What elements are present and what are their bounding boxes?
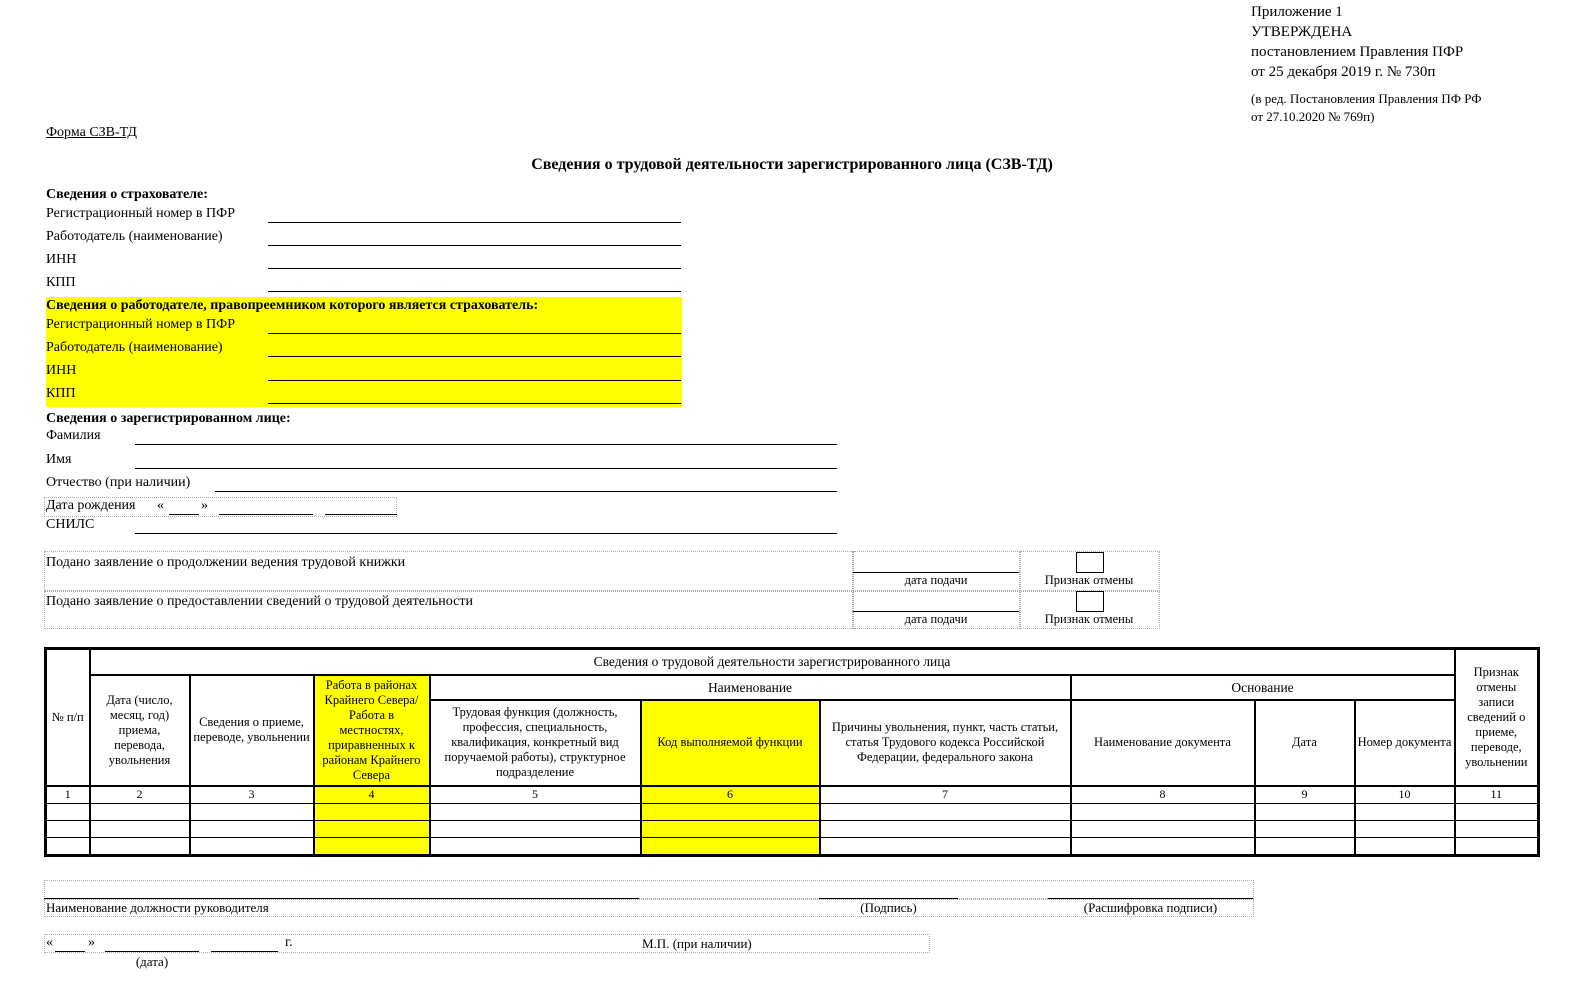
insurer-kpp-label: КПП xyxy=(46,275,76,290)
predecessor-inn-label: ИНН xyxy=(46,363,77,378)
labor-activity-table xyxy=(44,647,1540,857)
table-cell[interactable] xyxy=(820,803,1071,820)
col-doc-num-header: Номер документа xyxy=(1355,700,1455,786)
table-cell[interactable] xyxy=(1355,837,1455,855)
insurer-inn-field[interactable] xyxy=(268,268,681,269)
col-function-header: Трудовая функция (должность, профессия, специальность, квалификация, конкретный вид поручаемой работы), структурное подразделение xyxy=(430,700,641,786)
col-doc-name-header: Наименование документа xyxy=(1071,700,1255,786)
predecessor-reg-field[interactable] xyxy=(268,333,681,334)
table-cell[interactable] xyxy=(190,803,314,820)
table-cell[interactable] xyxy=(641,820,820,837)
insurer-reg-field[interactable] xyxy=(268,222,681,223)
year-suffix: г. xyxy=(285,935,293,950)
table-cell[interactable] xyxy=(90,837,190,855)
predecessor-inn-field[interactable] xyxy=(268,380,681,381)
col-number: 4 xyxy=(314,786,430,804)
name-field[interactable] xyxy=(135,468,837,469)
birth-quote-close: » xyxy=(201,498,208,513)
table-cell[interactable] xyxy=(820,820,1071,837)
predecessor-kpp-label: КПП xyxy=(46,386,76,401)
table-cell[interactable] xyxy=(314,803,430,820)
table-cell[interactable] xyxy=(1255,820,1355,837)
table-cell[interactable] xyxy=(1455,820,1539,837)
col-date-header: Дата (число, месяц, год) приема, перевода, увольнения xyxy=(90,675,190,786)
insurer-kpp-field[interactable] xyxy=(268,291,681,292)
col-number: 7 xyxy=(820,786,1071,804)
sign-month-field[interactable] xyxy=(105,951,199,952)
col-code-header: Код выполняемой функции xyxy=(641,700,820,786)
group-basis-header: Основание xyxy=(1071,675,1455,700)
table-cell[interactable] xyxy=(314,820,430,837)
applications-divider xyxy=(44,590,1160,592)
sign-year-field[interactable] xyxy=(211,951,278,952)
continue-cancel-checkbox[interactable] xyxy=(1076,552,1104,573)
patronymic-field[interactable] xyxy=(215,491,837,492)
table-cell[interactable] xyxy=(1455,837,1539,855)
predecessor-employer-label: Работодатель (наименование) xyxy=(46,340,223,355)
table-row xyxy=(46,820,1539,837)
table-cell[interactable] xyxy=(1355,803,1455,820)
birth-month-field[interactable] xyxy=(219,514,313,515)
surname-field[interactable] xyxy=(135,444,837,445)
page-title: Сведения о трудовой деятельности зарегистрированного лица (СЗВ-ТД) xyxy=(531,156,1053,173)
signature-label: (Подпись) xyxy=(860,900,917,915)
table-cell[interactable] xyxy=(46,820,90,837)
table-cell[interactable] xyxy=(46,837,90,855)
approval-block xyxy=(1251,2,1463,82)
amendment-line: (в ред. Постановления Правления ПФ РФ xyxy=(1251,91,1482,106)
col-number: 2 xyxy=(90,786,190,804)
table-cell[interactable] xyxy=(1071,820,1255,837)
table-cell[interactable] xyxy=(641,837,820,855)
provide-cancel-caption: Признак отмены xyxy=(1044,612,1134,626)
group-name-header: Наименование xyxy=(430,675,1071,700)
col-num-header: № п/п xyxy=(46,649,90,786)
insurer-employer-label: Работодатель (наименование) xyxy=(46,229,223,244)
signature-decode-label: (Расшифровка подписи) xyxy=(1083,900,1218,915)
table-cell[interactable] xyxy=(314,837,430,855)
table-cell[interactable] xyxy=(1355,820,1455,837)
predecessor-reg-label: Регистрационный номер в ПФР xyxy=(46,317,235,332)
table-cell[interactable] xyxy=(190,820,314,837)
table-cell[interactable] xyxy=(1255,837,1355,855)
predecessor-heading: Сведения о работодателе, правопреемником которого является страхователь: xyxy=(46,298,539,313)
signature-field[interactable] xyxy=(819,898,958,899)
insurer-inn-label: ИНН xyxy=(46,252,77,267)
table-cell[interactable] xyxy=(641,803,820,820)
birth-date-label: Дата рождения xyxy=(46,498,136,513)
insurer-reg-label: Регистрационный номер в ПФР xyxy=(46,206,235,221)
approval-line: от 25 декабря 2019 г. № 730п xyxy=(1251,64,1436,80)
table-cell[interactable] xyxy=(1255,803,1355,820)
provide-cancel-checkbox[interactable] xyxy=(1076,591,1104,612)
col-number: 6 xyxy=(641,786,820,804)
birth-day-field[interactable] xyxy=(169,514,199,515)
predecessor-kpp-field[interactable] xyxy=(268,403,681,404)
table-cell[interactable] xyxy=(90,820,190,837)
surname-label: Фамилия xyxy=(46,428,101,443)
provide-date-caption: дата подачи xyxy=(904,612,968,626)
col-number: 1 xyxy=(46,786,90,804)
name-label: Имя xyxy=(46,452,72,467)
continue-cancel-caption: Признак отмены xyxy=(1044,573,1134,587)
col-north-header: Работа в районах Крайнего Севера/Работа в местностях, приравненных к районам Крайнего Севера xyxy=(314,675,430,786)
table-cell[interactable] xyxy=(1071,803,1255,820)
table-cell[interactable] xyxy=(430,803,641,820)
form-code: Форма СЗВ-ТД xyxy=(46,125,137,140)
table-cell[interactable] xyxy=(430,820,641,837)
col-number: 3 xyxy=(190,786,314,804)
col-doc-date-header: Дата xyxy=(1255,700,1355,786)
table-cell[interactable] xyxy=(1071,837,1255,855)
table-cell[interactable] xyxy=(430,837,641,855)
col-reasons-header: Причины увольнения, пункт, часть статьи, статья Трудового кодекса Российской Федерации, федерального закона xyxy=(820,700,1071,786)
birth-quote-open: « xyxy=(157,498,164,513)
table-row xyxy=(46,803,1539,820)
col-number: 10 xyxy=(1355,786,1455,804)
stamp-label: М.П. (при наличии) xyxy=(642,936,752,951)
snils-label: СНИЛС xyxy=(46,517,95,532)
date-quote-open: « xyxy=(46,935,53,950)
col-number: 5 xyxy=(430,786,641,804)
table-cell[interactable] xyxy=(46,803,90,820)
signature-decode-field[interactable] xyxy=(1048,898,1253,899)
group-title-header: Сведения о трудовой деятельности зарегистрированного лица xyxy=(90,649,1455,675)
manager-position-label: Наименование должности руководителя xyxy=(46,900,269,915)
insurer-employer-field[interactable] xyxy=(268,245,681,246)
table-cell[interactable] xyxy=(90,803,190,820)
col-number: 9 xyxy=(1255,786,1355,804)
table-row xyxy=(46,837,1539,855)
insurer-heading: Сведения о страхователе: xyxy=(46,187,208,202)
predecessor-employer-field[interactable] xyxy=(268,356,681,357)
patronymic-label: Отчество (при наличии) xyxy=(46,475,191,490)
continue-date-caption: дата подачи xyxy=(904,573,968,587)
col-cancel-header: Признак отмены записи сведений о приеме, переводе, увольнении xyxy=(1455,649,1539,786)
approval-line: Приложение 1 xyxy=(1251,4,1343,20)
table-cell[interactable] xyxy=(190,837,314,855)
amendment-note xyxy=(1251,90,1482,126)
col-number: 11 xyxy=(1455,786,1539,804)
manager-position-field[interactable] xyxy=(44,898,639,899)
person-heading: Сведения о зарегистрированном лице: xyxy=(46,411,291,426)
table-cell[interactable] xyxy=(1455,803,1539,820)
table-cell[interactable] xyxy=(820,837,1071,855)
continue-book-label: Подано заявление о продолжении ведения трудовой книжки xyxy=(46,555,406,570)
date-quote-close: » xyxy=(88,935,95,950)
approval-line: УТВЕРЖДЕНА xyxy=(1251,24,1353,40)
date-caption: (дата) xyxy=(135,954,169,969)
provide-info-label: Подано заявление о предоставлении сведений о трудовой деятельности xyxy=(46,594,473,609)
birth-year-field[interactable] xyxy=(325,514,397,515)
approval-line: постановлением Правления ПФР xyxy=(1251,44,1464,60)
snils-field[interactable] xyxy=(135,533,837,534)
col-number: 8 xyxy=(1071,786,1255,804)
col-info-header: Сведения о приеме, переводе, увольнении xyxy=(190,675,314,786)
amendment-line: от 27.10.2020 № 769п) xyxy=(1251,109,1375,124)
sign-day-field[interactable] xyxy=(55,951,85,952)
